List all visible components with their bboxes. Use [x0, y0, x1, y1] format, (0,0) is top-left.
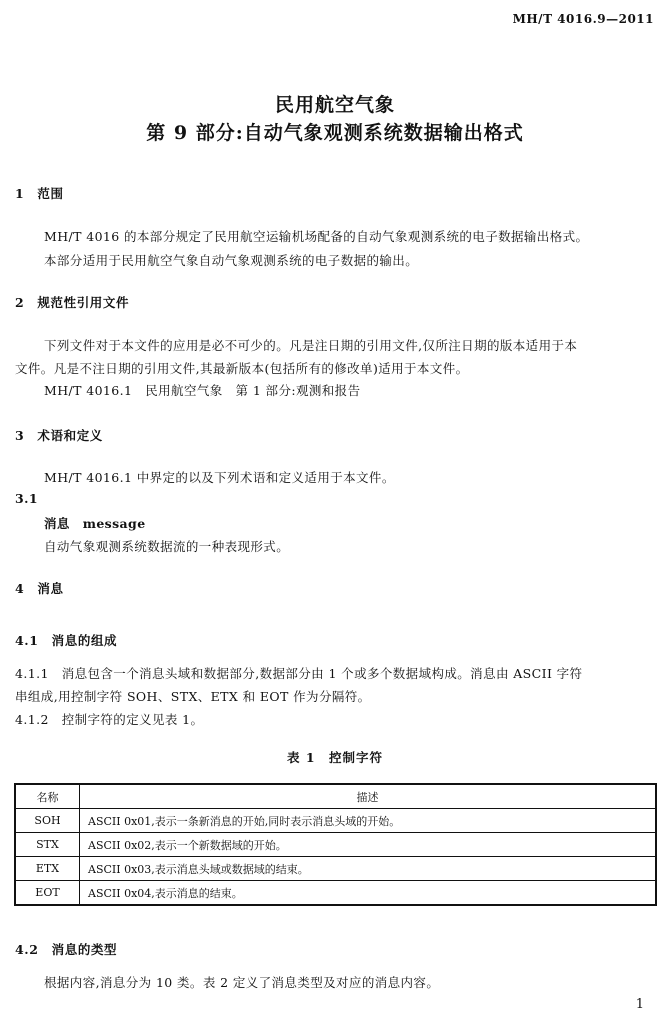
document-title: 民用航空气象 [274, 94, 395, 116]
clause-4-1-2: 4.1.2 控制字符的定义见表 1。 [15, 712, 204, 727]
section-2-heading: 2 规范性引用文件 [15, 295, 130, 310]
clause-4-1-1-line-1: 4.1.1 消息包含一个消息头域和数据部分,数据部分由 1 个或多个数据域构成。消息由 ASCII 字符 [15, 666, 583, 681]
section-3-paragraph: MH/T 4016.1 中界定的以及下列术语和定义适用于本文件。 [44, 470, 395, 485]
section-4-2-heading: 4.2 消息的类型 [15, 942, 118, 957]
table-cell-name: EOT [15, 881, 80, 906]
table-header-row [15, 784, 656, 809]
table-row [15, 881, 656, 906]
table-cell-description: ASCII 0x03,表示消息头域或数据域的结束。 [80, 857, 657, 881]
table-cell-name: STX [15, 833, 80, 857]
document-code-header: MH/T 4016.9—2011 [512, 12, 654, 26]
section-2-paragraph-line-1: 下列文件对于本文件的应用是必不可少的。凡是注日期的引用文件,仅所注日期的版本适用于本 [44, 338, 578, 353]
section-4-heading: 4 消息 [15, 581, 64, 596]
table-header-description: 描述 [80, 784, 657, 809]
section-4-1-heading: 4.1 消息的组成 [15, 633, 118, 648]
table-cell-name: ETX [15, 857, 80, 881]
table-1-caption: 表 1 控制字符 [286, 750, 384, 765]
table-row [15, 809, 656, 833]
normative-reference: MH/T 4016.1 民用航空气象 第 1 部分:观测和报告 [44, 383, 361, 398]
table-cell-description: ASCII 0x02,表示一个新数据域的开始。 [80, 833, 657, 857]
section-1-paragraph-1: MH/T 4016 的本部分规定了民用航空运输机场配备的自动气象观测系统的电子数据输出格式。 [44, 229, 589, 244]
section-4-2-paragraph: 根据内容,消息分为 10 类。表 2 定义了消息类型及对应的消息内容。 [44, 975, 440, 990]
section-1-heading: 1 范围 [15, 186, 64, 201]
term-name: 消息 message [44, 516, 146, 531]
page-number: 1 [635, 997, 644, 1012]
clause-4-1-1-line-2: 串组成,用控制字符 SOH、STX、ETX 和 EOT 作为分隔符。 [15, 689, 371, 704]
table-cell-description: ASCII 0x04,表示消息的结束。 [80, 881, 657, 906]
document-subtitle: 第 9 部分:自动气象观测系统数据输出格式 [146, 122, 524, 144]
term-number: 3.1 [15, 491, 38, 506]
term-definition: 自动气象观测系统数据流的一种表现形式。 [44, 539, 290, 554]
section-3-heading: 3 术语和定义 [15, 428, 103, 443]
table-cell-name: SOH [15, 809, 80, 833]
table-header-name: 名称 [15, 784, 80, 809]
control-characters-table [14, 783, 657, 906]
section-2-paragraph-line-2: 文件。凡是不注日期的引用文件,其最新版本(包括所有的修改单)适用于本文件。 [15, 361, 469, 376]
table-row [15, 833, 656, 857]
table-cell-description: ASCII 0x01,表示一条新消息的开始,同时表示消息头域的开始。 [80, 809, 657, 833]
table-row [15, 857, 656, 881]
section-1-paragraph-2: 本部分适用于民用航空气象自动气象观测系统的电子数据的输出。 [44, 253, 419, 268]
